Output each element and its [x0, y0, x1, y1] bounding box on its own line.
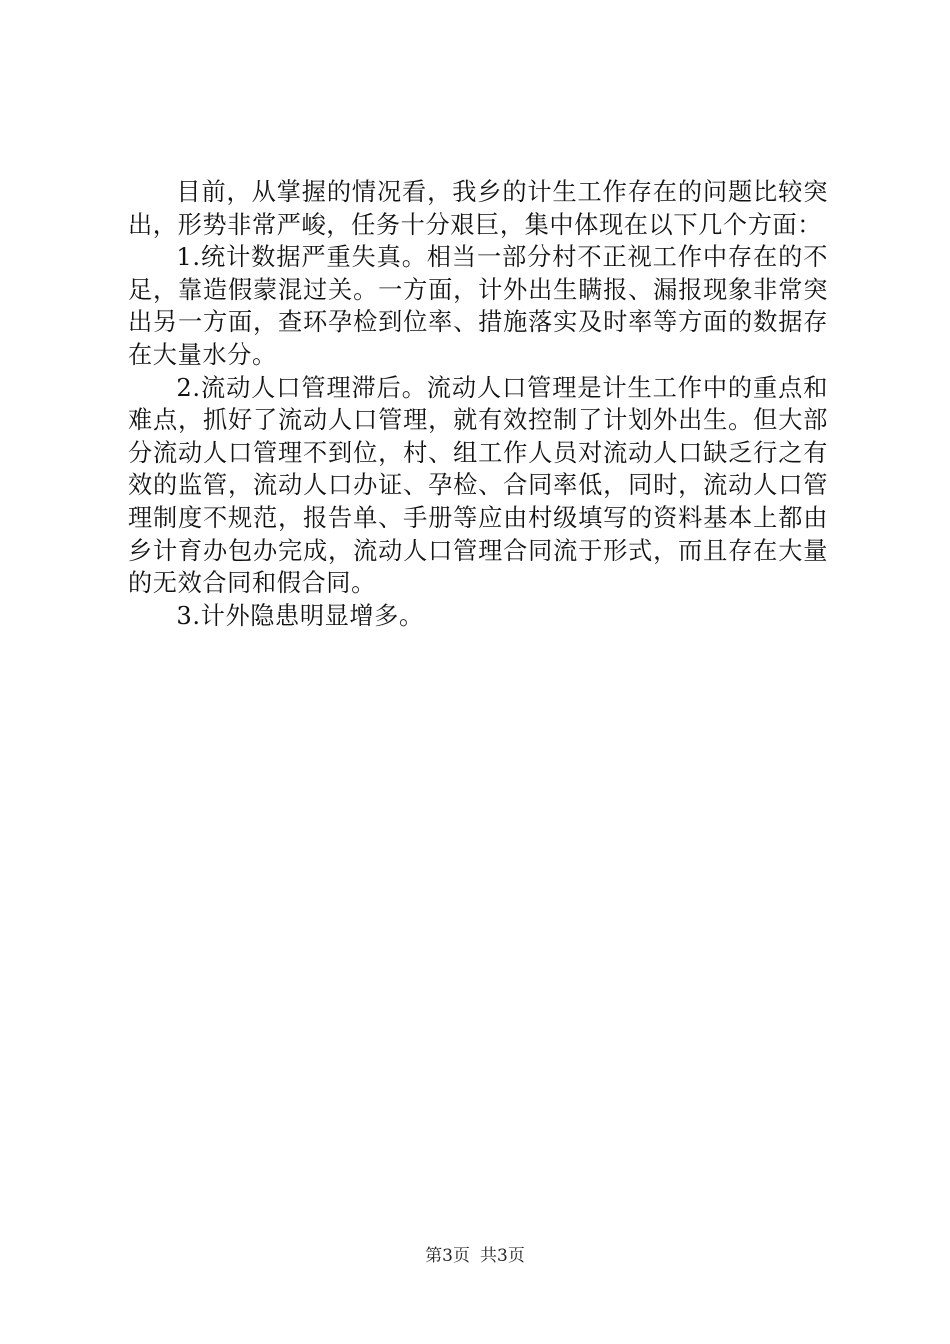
- paragraph-item-1: 1.统计数据严重失真。相当一部分村不正视工作中存在的不足，靠造假蒙混过关。一方面，计外出生瞒报、漏报现象非常突出另一方面，查环孕检到位率、措施落实及时率等方面的数据存在大量水分。: [128, 243, 828, 369]
- paragraph-item-2: 2.流动人口管理滞后。流动人口管理是计生工作中的重点和难点，抓好了流动人口管理，就有效控制了计划外出生。但大部分流动人口管理不到位，村、组工作人员对流动人口缺乏行之有效的监管，流动人口办证、孕检、合同率低，同时，流动人口管理制度不规范，报告单、手册等应由村级填写的资料基本上都由乡计育办包办完成，流动人口管理合同流于形式，而且存在大量的无效合同和假合同。: [128, 373, 828, 598]
- page-number: 第3页: [425, 1246, 470, 1266]
- paragraph-intro: 目前，从掌握的情况看，我乡的计生工作存在的问题比较突出，形势非常严峻，任务十分艰巨，集中体现在以下几个方面：: [128, 178, 828, 239]
- page-total: 共3页: [480, 1246, 525, 1266]
- document-body: [128, 176, 828, 632]
- paragraph-item-3: 3.计外隐患明显增多。: [176, 601, 424, 630]
- page-footer: [0, 1244, 950, 1268]
